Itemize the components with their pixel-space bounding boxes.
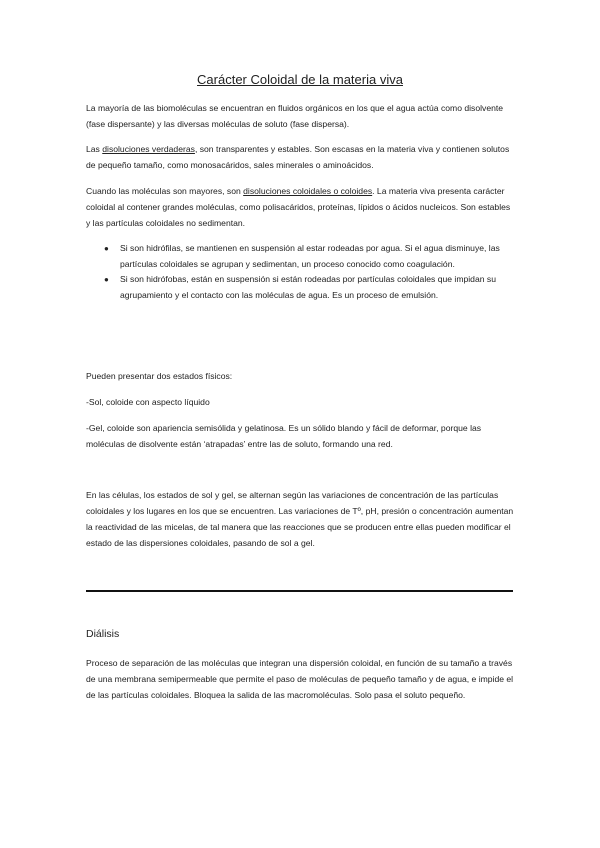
- colloid-types-list: [86, 241, 516, 303]
- dialysis-heading: Diálisis: [86, 628, 120, 640]
- true-solutions-term: disoluciones verdaderas: [102, 144, 195, 154]
- bullet-icon: ●: [104, 244, 109, 253]
- true-solutions-prefix: Las: [86, 144, 103, 154]
- section-divider: [86, 590, 513, 592]
- intro-paragraph: La mayoría de las biomoléculas se encuentran en fluidos orgánicos en los que el agua actúa como disolvente (fase dispersante) y las diversas moléculas de soluto (fase dispersa).: [86, 103, 504, 129]
- document-title: Carácter Coloidal de la materia viva: [197, 72, 403, 87]
- list-item-text: Si son hidrófobas, están en suspensión si están rodeadas por partículas coloidales que impidan su agrupamiento y el contacto con las moléculas de agua. Es un proceso de emulsión.: [120, 274, 496, 300]
- colloids-paragraph: [86, 183, 516, 231]
- colloids-term: disoluciones coloidales o coloides: [243, 186, 373, 196]
- dialysis-paragraph: Proceso de separación de las moléculas que integran una dispersión coloidal, en función de su tamaño a través de una membrana semipermeable que permite el paso de moléculas de pequeño tamaño y de agua, e impide el de las partículas coloidales. Bloquea la salida de las macromoléculas. Solo pasa el soluto pequeño.: [86, 658, 514, 700]
- true-solutions-text: , son transparentes y estables. Son escasas en la materia viva y contienen solutos de pequeño tamaño, como monosacáridos, sales minerales o aminoácidos.: [86, 144, 510, 170]
- cells-paragraph: En las células, los estados de sol y gel, se alternan según las variaciones de concentración de las partículas coloidales y los lugares en los que se encuentren. Las variaciones de Tº, pH, presión o concentración aumentan la reactividad de las micelas, de tal manera que las reacciones que se producen entre ellas pueden modificar el estado de las dispersiones coloidales, pasando de sol a gel.: [86, 490, 514, 548]
- list-item-text: Si son hidrófilas, se mantienen en suspensión al estar rodeadas por agua. Si el agua disminuye, las partículas coloidales se agrupan y sedimentan, un proceso conocido como coagulación.: [120, 243, 500, 269]
- list-item-hydrophilic: [86, 241, 516, 272]
- true-solutions-paragraph: [86, 141, 516, 173]
- states-intro: Pueden presentar dos estados físicos:: [86, 371, 233, 381]
- colloids-prefix: Cuando las moléculas son mayores, son: [86, 186, 244, 196]
- colloids-text: . La materia viva presenta carácter coloidal al contener grandes moléculas, como polisacáridos, proteínas, lípidos o ácidos nucleicos. Son estables y las partículas coloidales no sedimentan.: [86, 186, 511, 228]
- gel-state: -Gel, coloide son apariencia semisólida y gelatinosa. Es un sólido blando y fácil de deformar, porque las moléculas de disolvente están ‘atrapadas’ entre las de soluto, formando una red.: [86, 423, 482, 449]
- sol-state: -Sol, coloide con aspecto líquido: [86, 397, 210, 407]
- list-item-hydrophobic: [86, 272, 516, 303]
- bullet-icon: ●: [104, 275, 109, 285]
